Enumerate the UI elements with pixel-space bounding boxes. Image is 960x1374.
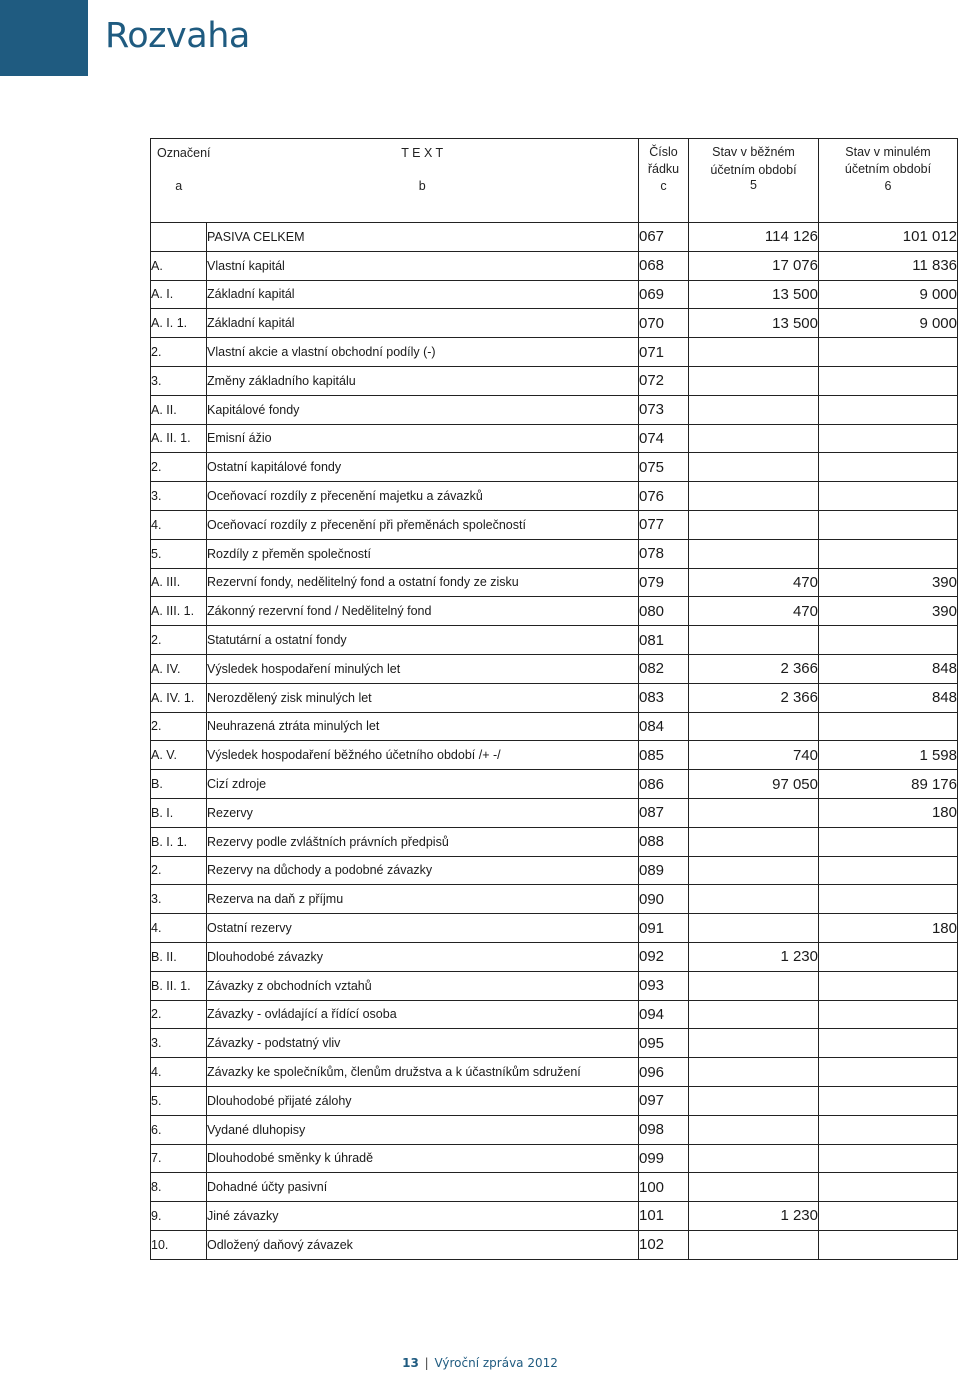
row-designation: 2. — [151, 626, 207, 655]
row-number: 075 — [639, 453, 689, 482]
row-current-value — [689, 453, 819, 482]
row-current-value: 740 — [689, 741, 819, 770]
row-designation: 3. — [151, 885, 207, 914]
table-header-row — [151, 139, 958, 223]
row-previous-value — [819, 971, 958, 1000]
row-previous-value — [819, 366, 958, 395]
row-number: 072 — [639, 366, 689, 395]
row-current-value: 114 126 — [689, 223, 819, 252]
row-designation: 4. — [151, 1058, 207, 1087]
row-text: Závazky - ovládající a řídící osoba — [207, 1000, 639, 1029]
row-previous-value: 390 — [819, 597, 958, 626]
row-number: 091 — [639, 914, 689, 943]
row-current-value — [689, 338, 819, 367]
row-text: Dlouhodobé závazky — [207, 942, 639, 971]
row-previous-value — [819, 338, 958, 367]
row-previous-value: 180 — [819, 798, 958, 827]
page-title: Rozvaha — [105, 16, 250, 56]
row-current-value — [689, 1000, 819, 1029]
row-number: 076 — [639, 482, 689, 511]
row-number: 087 — [639, 798, 689, 827]
row-number: 080 — [639, 597, 689, 626]
row-text: Odložený daňový závazek — [207, 1230, 639, 1259]
row-text: Kapitálové fondy — [207, 395, 639, 424]
table-row — [151, 856, 958, 885]
header-designation — [151, 139, 211, 223]
row-current-value — [689, 1173, 819, 1202]
row-text: Jiné závazky — [207, 1202, 639, 1231]
row-designation: 4. — [151, 914, 207, 943]
row-number: 096 — [639, 1058, 689, 1087]
table-row — [151, 942, 958, 971]
row-previous-value: 848 — [819, 654, 958, 683]
table-body — [151, 223, 958, 1260]
row-designation: 7. — [151, 1144, 207, 1173]
row-number: 098 — [639, 1115, 689, 1144]
row-designation: 9. — [151, 1202, 207, 1231]
row-previous-value — [819, 1000, 958, 1029]
row-current-value — [689, 1230, 819, 1259]
row-number: 073 — [639, 395, 689, 424]
row-designation: 4. — [151, 510, 207, 539]
row-text: Základní kapitál — [207, 309, 639, 338]
row-text: Závazky - podstatný vliv — [207, 1029, 639, 1058]
row-previous-value: 9 000 — [819, 309, 958, 338]
row-text: Statutární a ostatní fondy — [207, 626, 639, 655]
row-text: Závazky ke společníkům, členům družstva a k účastníkům sdružení — [207, 1058, 639, 1087]
row-number: 086 — [639, 770, 689, 799]
row-text: Rezervy — [207, 798, 639, 827]
row-previous-value — [819, 827, 958, 856]
row-current-value: 470 — [689, 568, 819, 597]
table-row — [151, 1173, 958, 1202]
row-text: Výsledek hospodaření minulých let — [207, 654, 639, 683]
table-row — [151, 914, 958, 943]
balance-sheet-table — [150, 138, 958, 1260]
row-previous-value — [819, 626, 958, 655]
row-current-value — [689, 424, 819, 453]
header-text-sub: b — [418, 179, 426, 193]
row-designation: 10. — [151, 1230, 207, 1259]
row-current-value: 13 500 — [689, 309, 819, 338]
row-previous-value — [819, 539, 958, 568]
table-row — [151, 539, 958, 568]
row-previous-value — [819, 1058, 958, 1087]
row-previous-value — [819, 453, 958, 482]
row-designation: 2. — [151, 712, 207, 741]
footer-separator: | — [424, 1356, 429, 1370]
row-previous-value — [819, 942, 958, 971]
header-row-number — [639, 139, 689, 223]
row-current-value: 97 050 — [689, 770, 819, 799]
row-text: Neuhrazená ztráta minulých let — [207, 712, 639, 741]
row-previous-value — [819, 1086, 958, 1115]
row-previous-value — [819, 1230, 958, 1259]
row-number: 081 — [639, 626, 689, 655]
row-current-value — [689, 798, 819, 827]
table-row — [151, 741, 958, 770]
row-text: Rezervy podle zvláštních právních předpisů — [207, 827, 639, 856]
row-previous-value — [819, 482, 958, 511]
row-previous-value — [819, 510, 958, 539]
row-designation: A. IV. — [151, 654, 207, 683]
row-current-value — [689, 1144, 819, 1173]
row-current-value — [689, 712, 819, 741]
header-row-number-line1: Číslo — [649, 145, 678, 159]
row-text: Dohadné účty pasivní — [207, 1173, 639, 1202]
table-row — [151, 971, 958, 1000]
row-number: 092 — [639, 942, 689, 971]
row-previous-value: 101 012 — [819, 223, 958, 252]
header-designation-label: Označení — [157, 146, 211, 160]
row-previous-value — [819, 1144, 958, 1173]
row-designation: 5. — [151, 539, 207, 568]
row-text: Rezerva na daň z příjmu — [207, 885, 639, 914]
row-number: 097 — [639, 1086, 689, 1115]
row-current-value: 470 — [689, 597, 819, 626]
header-row-number-line2: řádku — [647, 162, 680, 176]
table-row — [151, 424, 958, 453]
row-current-value — [689, 1029, 819, 1058]
table-row — [151, 626, 958, 655]
row-current-value — [689, 1115, 819, 1144]
table-row — [151, 366, 958, 395]
row-text: PASIVA CELKEM — [207, 223, 639, 252]
row-number: 089 — [639, 856, 689, 885]
row-designation: A. V. — [151, 741, 207, 770]
row-designation: 3. — [151, 482, 207, 511]
row-number: 100 — [639, 1173, 689, 1202]
header-previous-period — [819, 139, 958, 223]
row-previous-value — [819, 712, 958, 741]
table-row — [151, 510, 958, 539]
row-number: 083 — [639, 683, 689, 712]
table-row — [151, 1115, 958, 1144]
row-current-value: 2 366 — [689, 683, 819, 712]
row-designation: A. I. 1. — [151, 309, 207, 338]
row-designation: B. II. 1. — [151, 971, 207, 1000]
row-designation: B. — [151, 770, 207, 799]
row-designation: A. IV. 1. — [151, 683, 207, 712]
row-number: 094 — [639, 1000, 689, 1029]
row-previous-value: 390 — [819, 568, 958, 597]
header-previous-line3: 6 — [884, 179, 892, 193]
row-current-value — [689, 1086, 819, 1115]
table-row — [151, 1058, 958, 1087]
row-designation: 8. — [151, 1173, 207, 1202]
row-current-value — [689, 914, 819, 943]
row-designation — [151, 223, 207, 252]
table-row — [151, 885, 958, 914]
footer-page-number: 13 — [402, 1356, 419, 1370]
row-current-value — [689, 395, 819, 424]
row-current-value — [689, 366, 819, 395]
header-previous-line2: účetním období — [844, 162, 932, 176]
table-row — [151, 1144, 958, 1173]
row-previous-value — [819, 424, 958, 453]
row-previous-value: 9 000 — [819, 280, 958, 309]
row-previous-value: 89 176 — [819, 770, 958, 799]
table-row — [151, 482, 958, 511]
table-row — [151, 683, 958, 712]
row-number: 071 — [639, 338, 689, 367]
row-text: Rezervy na důchody a podobné závazky — [207, 856, 639, 885]
footer-label: Výroční zpráva 2012 — [434, 1356, 558, 1370]
header-text-label: T E X T — [401, 146, 444, 160]
table-row — [151, 395, 958, 424]
table-row — [151, 770, 958, 799]
row-number: 067 — [639, 223, 689, 252]
row-text: Vlastní kapitál — [207, 251, 639, 280]
row-text: Cizí zdroje — [207, 770, 639, 799]
row-number: 078 — [639, 539, 689, 568]
row-text: Rezervní fondy, nedělitelný fond a ostatní fondy ze zisku — [207, 568, 639, 597]
row-designation: B. I. — [151, 798, 207, 827]
row-current-value — [689, 510, 819, 539]
row-number: 088 — [639, 827, 689, 856]
row-text: Dlouhodobé směnky k úhradě — [207, 1144, 639, 1173]
row-designation: A. I. — [151, 280, 207, 309]
row-previous-value — [819, 856, 958, 885]
row-number: 069 — [639, 280, 689, 309]
row-current-value — [689, 885, 819, 914]
row-current-value — [689, 856, 819, 885]
row-current-value: 13 500 — [689, 280, 819, 309]
row-number: 082 — [639, 654, 689, 683]
row-number: 068 — [639, 251, 689, 280]
table-row — [151, 597, 958, 626]
row-previous-value — [819, 1029, 958, 1058]
row-number: 074 — [639, 424, 689, 453]
row-previous-value: 1 598 — [819, 741, 958, 770]
row-designation: B. II. — [151, 942, 207, 971]
row-text: Vlastní akcie a vlastní obchodní podíly (-) — [207, 338, 639, 367]
row-previous-value: 180 — [819, 914, 958, 943]
table-row — [151, 280, 958, 309]
table-row — [151, 338, 958, 367]
header-row-number-line3: c — [660, 179, 667, 193]
row-number: 085 — [639, 741, 689, 770]
row-text: Rozdíly z přeměn společností — [207, 539, 639, 568]
row-previous-value — [819, 395, 958, 424]
row-designation: 5. — [151, 1086, 207, 1115]
row-text: Základní kapitál — [207, 280, 639, 309]
row-current-value — [689, 971, 819, 1000]
row-designation: A. II. 1. — [151, 424, 207, 453]
header-current-period — [689, 139, 819, 223]
row-number: 101 — [639, 1202, 689, 1231]
row-designation: 2. — [151, 338, 207, 367]
row-number: 070 — [639, 309, 689, 338]
row-previous-value: 11 836 — [819, 251, 958, 280]
header-current-line1: Stav v běžném — [712, 145, 795, 159]
row-number: 084 — [639, 712, 689, 741]
table-row — [151, 453, 958, 482]
brand-color-block — [0, 0, 88, 76]
row-number: 095 — [639, 1029, 689, 1058]
table-row — [151, 798, 958, 827]
row-number: 090 — [639, 885, 689, 914]
row-text: Vydané dluhopisy — [207, 1115, 639, 1144]
row-current-value — [689, 827, 819, 856]
row-text: Ostatní kapitálové fondy — [207, 453, 639, 482]
header-previous-line1: Stav v minulém — [845, 145, 931, 159]
row-current-value: 2 366 — [689, 654, 819, 683]
table-row — [151, 654, 958, 683]
row-current-value: 17 076 — [689, 251, 819, 280]
row-designation: 3. — [151, 1029, 207, 1058]
row-text: Oceňovací rozdíly z přecenění při přeměnách společností — [207, 510, 639, 539]
table-row — [151, 1000, 958, 1029]
header-current-line2: účetním období — [710, 163, 797, 177]
page-footer — [0, 1356, 960, 1370]
row-previous-value — [819, 1173, 958, 1202]
row-text: Závazky z obchodních vztahů — [207, 971, 639, 1000]
table-row — [151, 827, 958, 856]
row-designation: A. — [151, 251, 207, 280]
row-text: Změny základního kapitálu — [207, 366, 639, 395]
row-designation: 2. — [151, 1000, 207, 1029]
table-row — [151, 568, 958, 597]
row-previous-value: 848 — [819, 683, 958, 712]
table-row — [151, 712, 958, 741]
table-row — [151, 1029, 958, 1058]
row-designation: 3. — [151, 366, 207, 395]
row-text: Nerozdělený zisk minulých let — [207, 683, 639, 712]
row-designation: 6. — [151, 1115, 207, 1144]
row-current-value: 1 230 — [689, 1202, 819, 1231]
row-text: Dlouhodobé přijaté zálohy — [207, 1086, 639, 1115]
row-text: Ostatní rezervy — [207, 914, 639, 943]
table-row — [151, 223, 958, 252]
row-current-value — [689, 482, 819, 511]
row-designation: A. III. 1. — [151, 597, 207, 626]
table-row — [151, 309, 958, 338]
row-previous-value — [819, 1202, 958, 1231]
row-designation: B. I. 1. — [151, 827, 207, 856]
row-designation: 2. — [151, 856, 207, 885]
table-row — [151, 1086, 958, 1115]
row-designation: A. III. — [151, 568, 207, 597]
header-current-line3: 5 — [750, 178, 757, 192]
header-text — [207, 139, 639, 223]
row-current-value: 1 230 — [689, 942, 819, 971]
row-current-value — [689, 1058, 819, 1087]
table-row — [151, 1230, 958, 1259]
row-current-value — [689, 539, 819, 568]
row-text: Zákonný rezervní fond / Nedělitelný fond — [207, 597, 639, 626]
row-previous-value — [819, 885, 958, 914]
table-row — [151, 251, 958, 280]
row-number: 079 — [639, 568, 689, 597]
row-number: 093 — [639, 971, 689, 1000]
row-designation: A. II. — [151, 395, 207, 424]
row-current-value — [689, 626, 819, 655]
row-text: Emisní ážio — [207, 424, 639, 453]
row-designation: 2. — [151, 453, 207, 482]
row-number: 102 — [639, 1230, 689, 1259]
header-designation-sub: a — [175, 179, 183, 193]
row-text: Výsledek hospodaření běžného účetního období /+ -/ — [207, 741, 639, 770]
row-number: 099 — [639, 1144, 689, 1173]
row-text: Oceňovací rozdíly z přecenění majetku a závazků — [207, 482, 639, 511]
row-previous-value — [819, 1115, 958, 1144]
table-row — [151, 1202, 958, 1231]
row-number: 077 — [639, 510, 689, 539]
